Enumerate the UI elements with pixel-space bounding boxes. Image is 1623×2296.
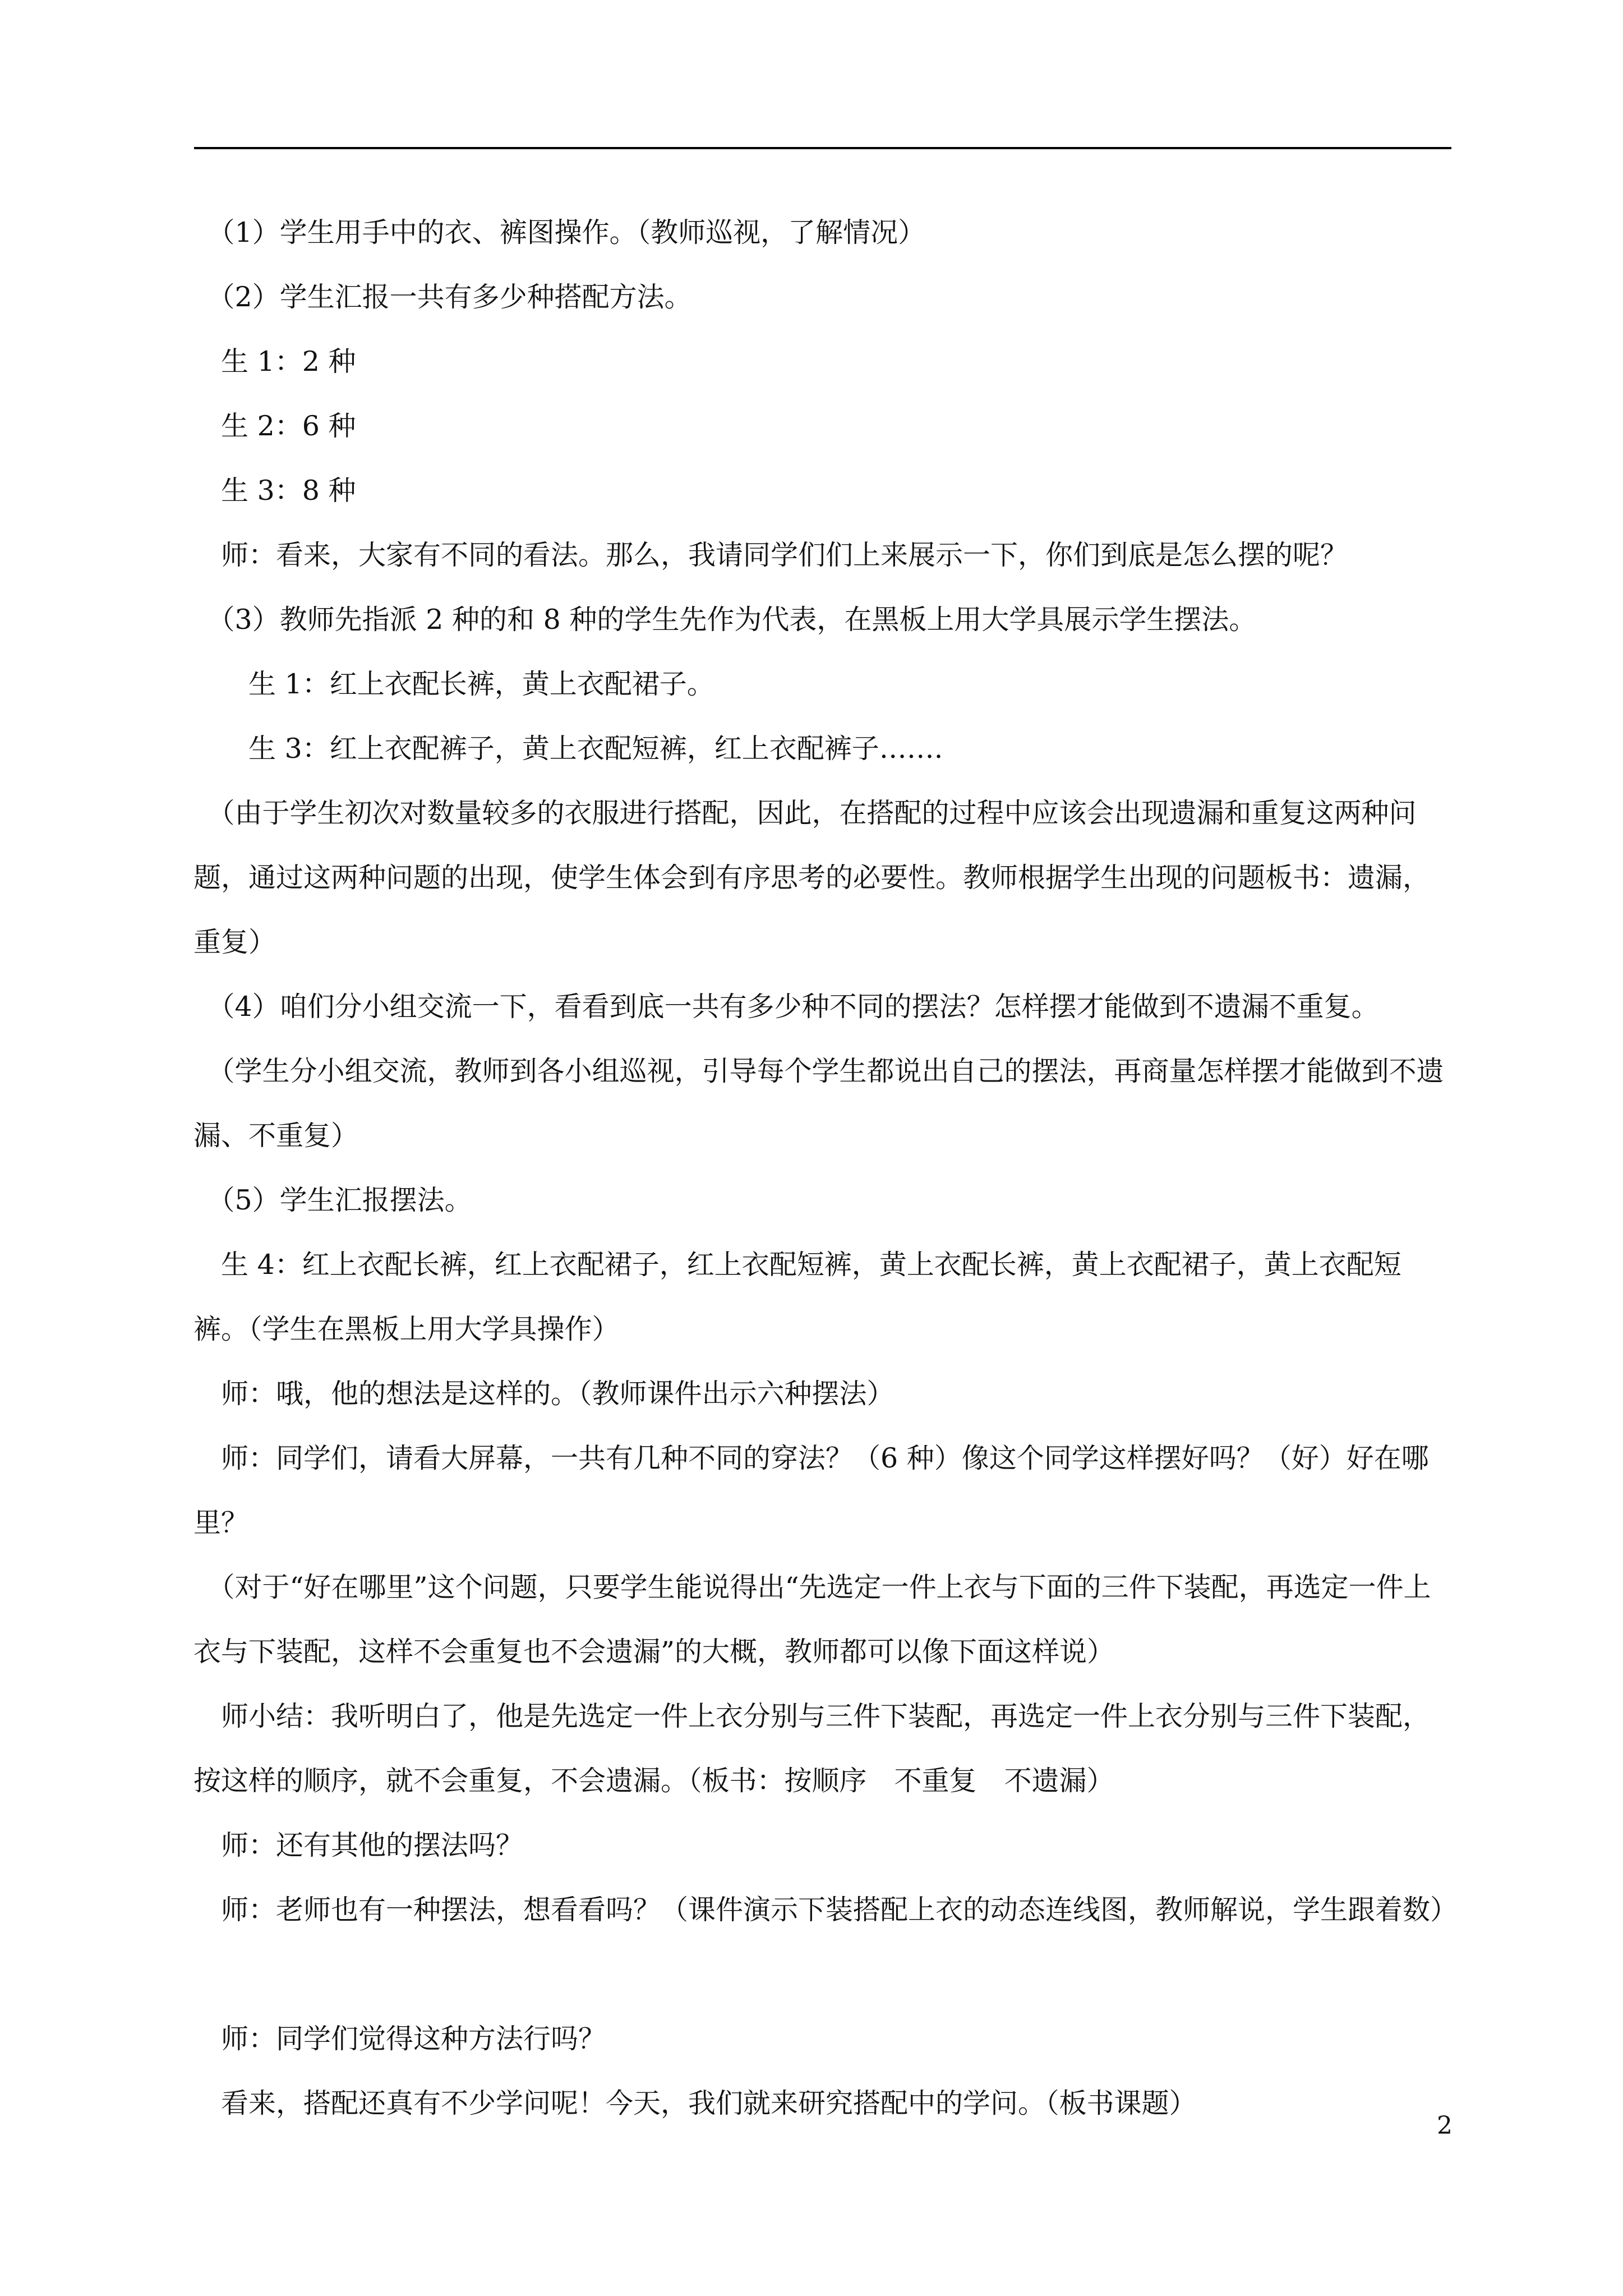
paragraph: 师：看来，大家有不同的看法。那么，我请同学们们上来展示一下，你们到底是怎么摆的呢？ <box>193 539 1348 571</box>
paragraph: （1）学生用手中的衣、裤图操作。（教师巡视，了解情况） <box>193 217 926 249</box>
paragraph: 看来，搭配还真有不少学问呢！今天，我们就来研究搭配中的学问。（板书课题） <box>193 2087 1197 2119</box>
paragraph: 师：哦，他的想法是这样的。（教师课件出示六种摆法） <box>193 1378 895 1410</box>
paragraph: 生 4：红上衣配长裤，红上衣配裙子，红上衣配短裤，黄上衣配长裤，黄上衣配裙子，黄上衣配短裤。（学生在黑板上用大学具操作） <box>193 1249 1401 1345</box>
paragraph: （4）咱们分小组交流一下，看看到底一共有多少种不同的摆法？怎样摆才能做到不遗漏不重复。 <box>193 991 1379 1023</box>
paragraph: 生 1：2 种 <box>193 346 356 378</box>
paragraph: 师：同学们觉得这种方法行吗？ <box>193 2023 606 2055</box>
paragraph: （学生分小组交流，教师到各小组巡视，引导每个学生都说出自己的摆法，再商量怎样摆才能做到不遗漏、不重复） <box>193 1055 1444 1152</box>
paragraph: 生 1：红上衣配长裤，黄上衣配裙子。 <box>193 668 714 700</box>
paragraph: （对于“好在哪里”这个问题，只要学生能说得出“先选定一件上衣与下面的三件下装配，再选定一件上衣与下装配，这样不会重复也不会遗漏”的大概，教师都可以像下面这样说） <box>193 1571 1431 1668</box>
paragraph: 师：还有其他的摆法吗？ <box>193 1829 524 1861</box>
paragraph: 生 3：8 种 <box>193 475 356 507</box>
paragraph: 师小结：我听明白了，他是先选定一件上衣分别与三件下装配，再选定一件上衣分别与三件下装配，按这样的顺序，就不会重复，不会遗漏。（板书：按顺序 不重复 不遗漏） <box>193 1700 1431 1797</box>
header-rule <box>194 147 1451 149</box>
paragraph: 师：同学们，请看大屏幕，一共有几种不同的穿法？（6 种）像这个同学这样摆好吗？（好）好在哪里？ <box>193 1442 1429 1539</box>
paragraph: 生 3：红上衣配裤子，黄上衣配短裤，红上衣配裤子……. <box>193 733 943 765</box>
paragraph: 生 2：6 种 <box>193 410 356 442</box>
paragraph: （由于学生初次对数量较多的衣服进行搭配，因此，在搭配的过程中应该会出现遗漏和重复这两种问题，通过这两种问题的出现，使学生体会到有序思考的必要性。教师根据学生出现的问题板书：遗漏，重复） <box>193 797 1431 958</box>
paragraph: （3）教师先指派 2 种的和 8 种的学生先作为代表，在黑板上用大学具展示学生摆法。 <box>193 604 1257 636</box>
page-number: 2 <box>1437 2111 1453 2140</box>
paragraph: （2）学生汇报一共有多少种搭配方法。 <box>193 281 692 313</box>
paragraph: 师：老师也有一种摆法，想看看吗？（课件演示下装搭配上衣的动态连线图，教师解说，学生跟着数） <box>193 1894 1458 1926</box>
paragraph: （5）学生汇报摆法。 <box>193 1184 472 1216</box>
